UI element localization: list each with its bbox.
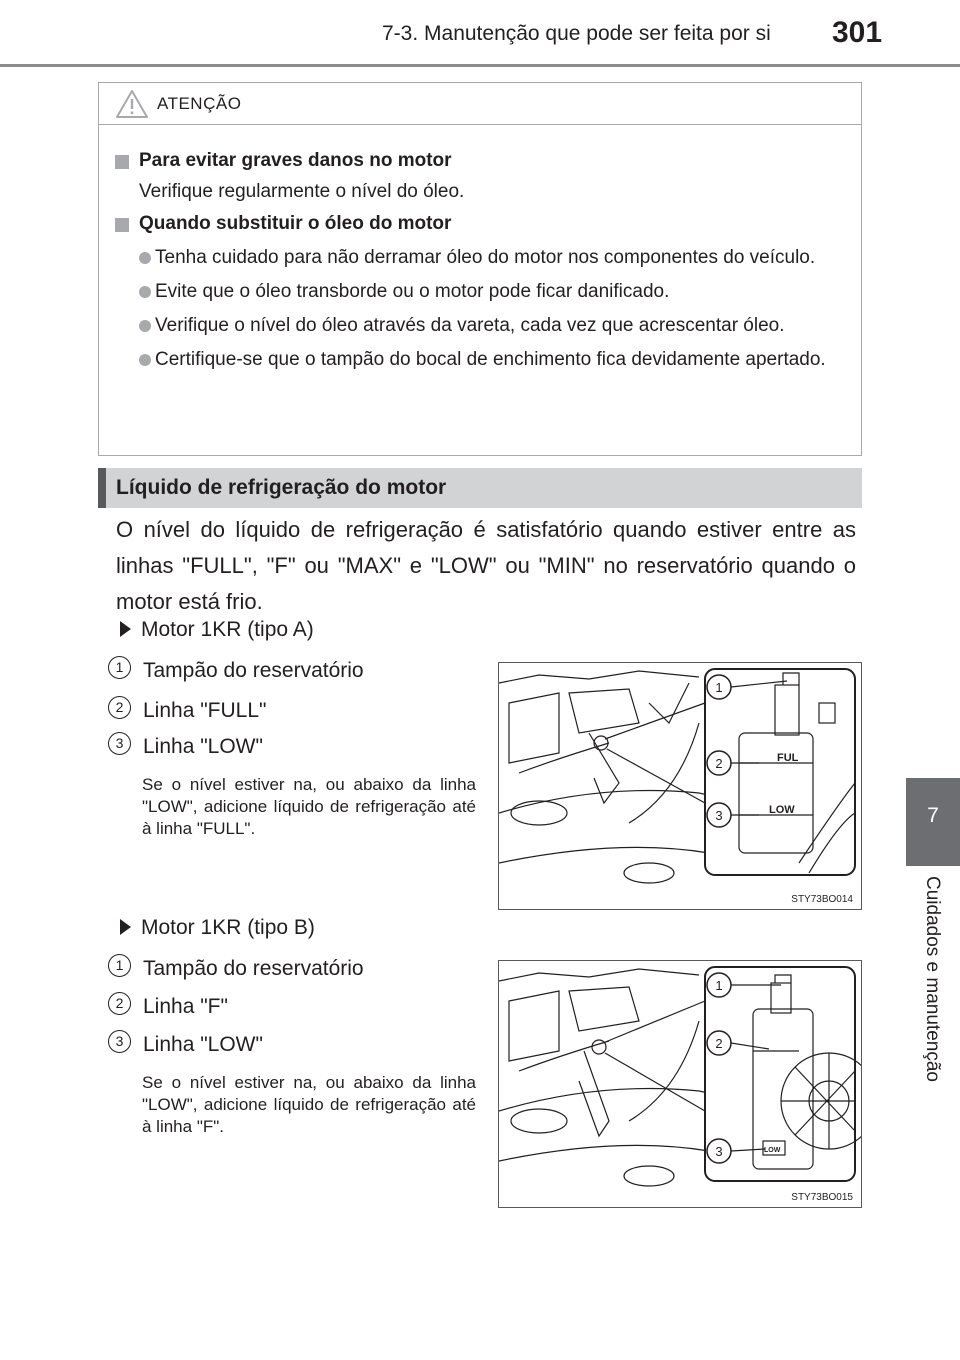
square-bullet-icon <box>115 155 129 169</box>
figure-code: STY73BO015 <box>791 1192 853 1203</box>
callout-number: 2 <box>108 696 131 719</box>
tank-full-mark: FUL <box>777 752 799 764</box>
attention-bullet: Certifique-se que o tampão do bocal de enchimento fica devidamente apertado. <box>115 346 853 374</box>
engine-a-heading: Motor 1KR (tipo A) <box>120 618 314 642</box>
section-title: Líquido de refrigeração do motor <box>116 476 447 499</box>
item-label: Tampão do reservatório <box>143 659 364 682</box>
engine-b-illustration <box>499 961 862 1208</box>
attention-text-1: Verifique regularmente o nível do óleo. <box>139 181 465 202</box>
triangle-bullet-icon <box>120 919 131 935</box>
item-label: Linha "FULL" <box>143 699 267 722</box>
callout-number: 3 <box>108 1030 131 1053</box>
item-label: Linha "F" <box>143 995 228 1018</box>
item-label: Linha "LOW" <box>143 1033 263 1056</box>
section-bar-edge <box>98 468 106 508</box>
square-bullet-icon <box>115 218 129 232</box>
tank-low-mark: LOW <box>764 1147 781 1154</box>
page-number: 301 <box>832 16 883 49</box>
callout-number: 3 <box>108 732 131 755</box>
warning-triangle-icon <box>115 89 149 119</box>
figure-callout-2: 2 <box>715 1036 723 1051</box>
section-title-bar <box>98 468 862 508</box>
attention-body <box>99 125 861 374</box>
circle-bullet-icon <box>139 252 151 264</box>
attention-bullet: Tenha cuidado para não derramar óleo do motor nos componentes do veículo. <box>115 244 853 272</box>
engine-b-heading: Motor 1KR (tipo B) <box>120 916 315 940</box>
item-label: Linha "LOW" <box>143 735 263 758</box>
header-rule <box>0 64 960 67</box>
section-intro: O nível do líquido de refrigeração é satisfatório quando estiver entre as linhas "FULL", "F" ou "MAX" e "LOW" ou "MIN" no reservatório quando o motor está frio. <box>116 517 856 614</box>
callout-number: 1 <box>108 954 131 977</box>
engine-a-illustration <box>499 663 862 910</box>
section-header: 7-3. Manutenção que pode ser feita por si <box>382 22 771 45</box>
figure-callout-1: 1 <box>715 680 723 695</box>
circle-bullet-icon <box>139 320 151 332</box>
engine-a-figure <box>498 662 862 910</box>
callout-number: 2 <box>108 992 131 1015</box>
chapter-title: Cuidados e manutenção <box>922 876 943 1082</box>
attention-heading-1: Para evitar graves danos no motor <box>115 147 853 175</box>
figure-callout-1: 1 <box>715 978 723 993</box>
attention-box <box>98 82 862 456</box>
attention-heading-2: Quando substituir o óleo do motor <box>115 210 853 238</box>
attention-bullet: Evite que o óleo transborde ou o motor pode ficar danificado. <box>115 278 853 306</box>
figure-code: STY73BO014 <box>791 894 853 905</box>
attention-title: ATENÇÃO <box>157 94 242 113</box>
engine-a-note: Se o nível estiver na, ou abaixo da linha "LOW", adicione líquido de refrigeração até à linha "FULL". <box>142 775 476 838</box>
item-label: Tampão do reservatório <box>143 957 364 980</box>
triangle-bullet-icon <box>120 621 131 637</box>
figure-callout-3: 3 <box>715 808 723 823</box>
chapter-tab[interactable]: 7 <box>906 778 960 866</box>
figure-callout-3: 3 <box>715 1144 723 1159</box>
engine-b-figure <box>498 960 862 1208</box>
engine-b-note: Se o nível estiver na, ou abaixo da linha "LOW", adicione líquido de refrigeração até à linha "F". <box>142 1073 476 1136</box>
circle-bullet-icon <box>139 286 151 298</box>
circle-bullet-icon <box>139 354 151 366</box>
attention-header <box>99 83 861 125</box>
figure-callout-2: 2 <box>715 756 723 771</box>
attention-bullet: Verifique o nível do óleo através da vareta, cada vez que acrescentar óleo. <box>115 312 853 340</box>
callout-number: 1 <box>108 656 131 679</box>
tank-low-mark: LOW <box>769 804 795 816</box>
